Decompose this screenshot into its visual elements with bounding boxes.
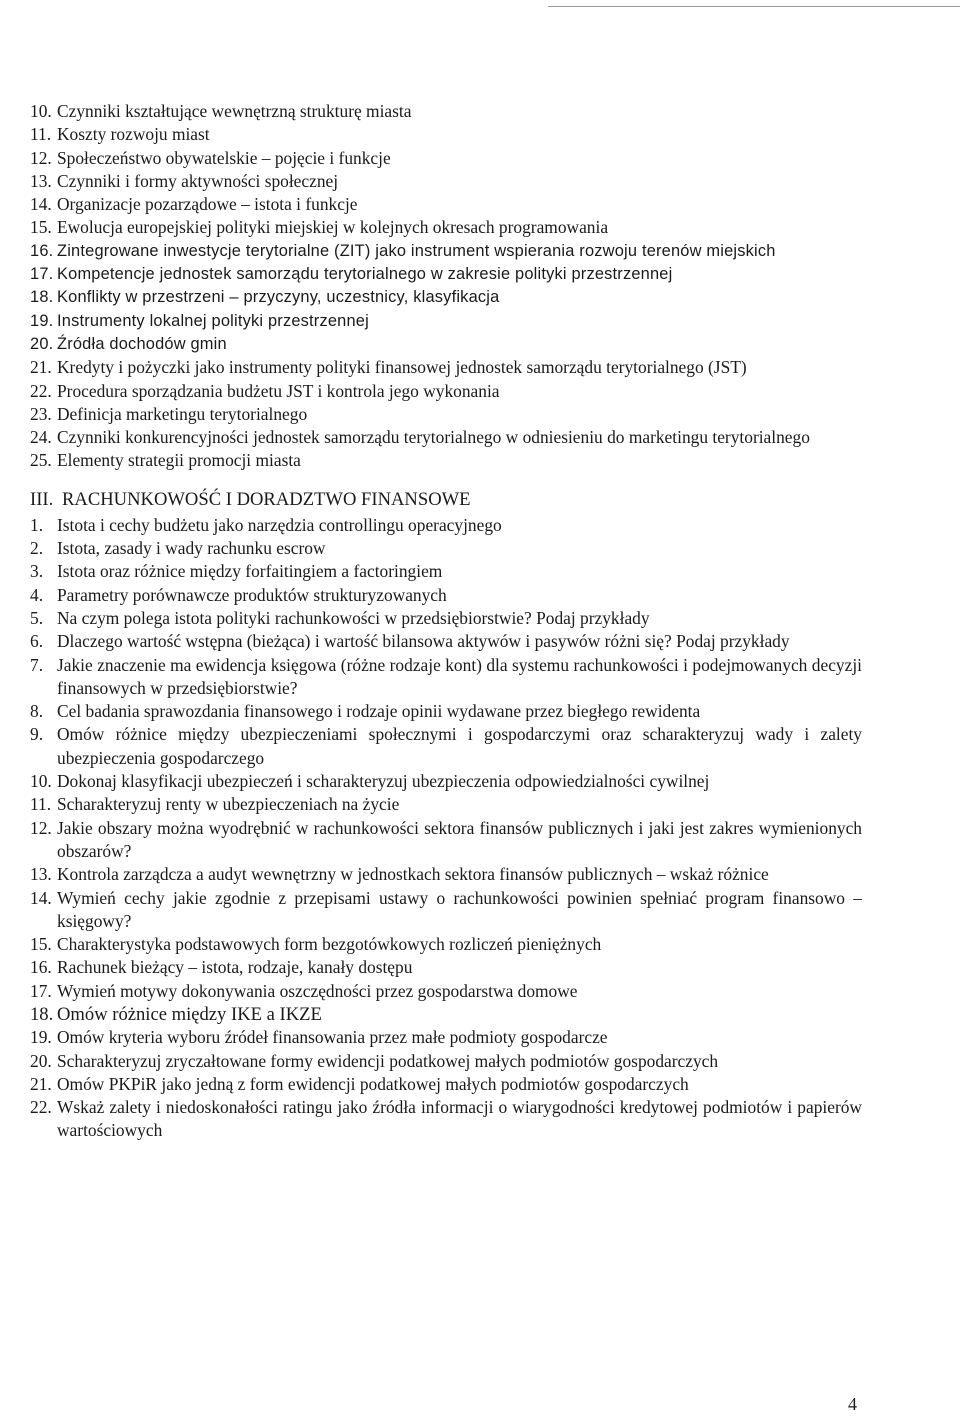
document-body [30, 100, 862, 1143]
page-number: 4 [848, 1394, 857, 1414]
item-text: Zintegrowane inwestycje terytorialne (ZIT) jako instrument wspierania rozwoju terenów miejskich [57, 241, 776, 260]
item-text: Dokonaj klasyfikacji ubezpieczeń i scharakteryzuj ubezpieczenia odpowiedzialności cywilnej [57, 771, 710, 792]
item-text: Procedura sporządzania budżetu JST i kontrola jego wykonania [57, 380, 500, 401]
list-item [30, 607, 862, 630]
list-item [30, 514, 862, 537]
item-number: 1. [30, 514, 44, 535]
item-number: 5. [30, 607, 44, 628]
item-number: 14. [30, 887, 52, 908]
item-number: 25. [30, 450, 52, 471]
item-text: Parametry porównawcze produktów strukturyzowanych [57, 584, 447, 605]
section-heading [30, 488, 862, 512]
list-item [30, 1026, 862, 1049]
item-number: 21. [30, 1073, 52, 1094]
item-text: Koszty rozwoju miast [57, 124, 210, 145]
item-text: Ewolucja europejskiej polityki miejskiej w kolejnych okresach programowania [57, 217, 609, 238]
item-number: 9. [30, 724, 44, 745]
item-number: 2. [30, 538, 44, 559]
item-number: 17. [30, 980, 52, 1001]
item-number: 21. [30, 357, 52, 378]
item-text: Wymień motywy dokonywania oszczędności przez gospodarstwa domowe [57, 980, 578, 1001]
item-text: Czynniki kształtujące wewnętrzną strukturę miasta [57, 101, 412, 121]
list-item [30, 933, 862, 956]
item-text: Wskaż zalety i niedoskonałości ratingu jako źródła informacji o wiarygodności kredytowej podmiotów i papierów wartościowych [57, 1097, 862, 1141]
item-number: 23. [30, 403, 52, 424]
item-text: Źródła dochodów gmin [57, 334, 227, 353]
list-item [30, 700, 862, 723]
item-text: Omów różnice między ubezpieczeniami społecznymi i gospodarczymi oraz scharakteryzuj wady i zalety ubezpieczenia gospodarczego [57, 724, 862, 768]
item-number: 22. [30, 1097, 52, 1118]
item-text: Instrumenty lokalnej polityki przestrzennej [57, 311, 369, 330]
item-number: 3. [30, 561, 44, 582]
item-number: 16. [30, 957, 52, 978]
list-item [30, 980, 862, 1003]
item-text: Jakie obszary można wyodrębnić w rachunkowości sektora finansów publicznych i jaki jest zakres wymienionych obszarów? [57, 817, 862, 861]
item-text: Elementy strategii promocji miasta [57, 450, 301, 471]
question-list-section-3 [30, 514, 862, 1143]
item-text: Istota, zasady i wady rachunku escrow [57, 538, 326, 559]
item-text: Czynniki konkurencyjności jednostek samorządu terytorialnego w odniesieniu do marketingu terytorialnego [57, 427, 810, 448]
item-text: Omów różnice między IKE a IKZE [57, 1003, 322, 1025]
item-text: Na czym polega istota polityki rachunkowości w przedsiębiorstwie? Podaj przykłady [57, 607, 650, 628]
item-text: Kontrola zarządcza a audyt wewnętrzny w jednostkach sektora finansów publicznych – wskaż różnice [57, 864, 769, 885]
top-rule [548, 6, 960, 7]
list-item [30, 333, 862, 356]
item-number: 12. [30, 817, 52, 838]
item-number: 19. [30, 311, 54, 330]
item-text: Omów PKPiR jako jedną z form ewidencji podatkowej małych podmiotów gospodarczych [57, 1073, 689, 1094]
item-text: Scharakteryzuj renty w ubezpieczeniach na życie [57, 794, 400, 815]
list-item [30, 100, 862, 123]
item-text: Jakie znaczenie ma ewidencja księgowa (różne rodzaje kont) dla systemu rachunkowości i podejmowanych decyzji finansowych w przedsiębiorstwie? [57, 654, 862, 698]
list-item [30, 537, 862, 560]
section-number: III. [30, 488, 54, 510]
item-text: Kompetencje jednostek samorządu terytorialnego w zakresie polityki przestrzennej [57, 265, 673, 284]
list-item [30, 380, 862, 403]
item-number: 13. [30, 864, 52, 885]
list-item [30, 1073, 862, 1096]
list-item [30, 723, 862, 770]
list-item [30, 863, 862, 886]
item-number: 18. [30, 1003, 54, 1025]
list-item [30, 560, 862, 583]
item-number: 8. [30, 701, 44, 722]
item-text: Czynniki i formy aktywności społecznej [57, 170, 339, 191]
list-item [30, 956, 862, 979]
list-item [30, 193, 862, 216]
item-text: Istota oraz różnice między forfaitingiem a factoringiem [57, 561, 443, 582]
item-number: 11. [30, 794, 52, 815]
list-item [30, 1003, 862, 1026]
item-number: 10. [30, 771, 52, 792]
item-text: Istota i cechy budżetu jako narzędzia controllingu operacyjnego [57, 514, 502, 535]
item-number: 15. [30, 217, 52, 238]
list-item [30, 1050, 862, 1073]
item-number: 4. [30, 584, 44, 605]
list-item [30, 1096, 862, 1143]
item-number: 10. [30, 101, 52, 121]
item-text: Scharakteryzuj zryczałtowane formy ewidencji podatkowej małych podmiotów gospodarczych [57, 1050, 719, 1071]
item-number: 22. [30, 380, 52, 401]
list-item [30, 216, 862, 239]
item-text: Definicja marketingu terytorialnego [57, 403, 308, 424]
item-number: 17. [30, 265, 54, 284]
item-number: 20. [30, 334, 54, 353]
list-item [30, 310, 862, 333]
item-number: 16. [30, 241, 54, 260]
item-number: 24. [30, 427, 52, 448]
item-text: Rachunek bieżący – istota, rodzaje, kanały dostępu [57, 957, 413, 978]
list-item [30, 147, 862, 170]
item-number: 18. [30, 288, 54, 307]
item-number: 19. [30, 1027, 52, 1048]
list-item [30, 263, 862, 286]
list-item [30, 426, 862, 449]
list-item [30, 584, 862, 607]
list-item [30, 449, 862, 472]
list-item [30, 793, 862, 816]
item-number: 14. [30, 194, 52, 215]
item-number: 12. [30, 147, 52, 168]
item-text: Cel badania sprawozdania finansowego i rodzaje opinii wydawane przez biegłego rewidenta [57, 701, 701, 722]
list-item [30, 403, 862, 426]
item-text: Społeczeństwo obywatelskie – pojęcie i funkcje [57, 147, 391, 168]
item-text: Omów kryteria wyboru źródeł finansowania przez małe podmioty gospodarcze [57, 1027, 608, 1048]
item-number: 20. [30, 1050, 52, 1071]
item-text: Dlaczego wartość wstępna (bieżąca) i wartość bilansowa aktywów i pasywów różni się? Podaj przykłady [57, 631, 790, 652]
list-item [30, 770, 862, 793]
item-text: Kredyty i pożyczki jako instrumenty polityki finansowej jednostek samorządu terytorialnego (JST) [57, 357, 747, 378]
list-item [30, 123, 862, 146]
list-item [30, 654, 862, 701]
list-item [30, 240, 862, 263]
item-text: Konflikty w przestrzeni – przyczyny, uczestnicy, klasyfikacja [57, 288, 500, 307]
list-item [30, 170, 862, 193]
item-number: 11. [30, 124, 52, 145]
list-item [30, 286, 862, 309]
question-list-continued [30, 100, 862, 473]
item-number: 7. [30, 654, 44, 675]
item-number: 15. [30, 934, 52, 955]
item-text: Wymień cechy jakie zgodnie z przepisami ustawy o rachunkowości powinien spełniać program finansowo – księgowy? [57, 887, 862, 931]
item-number: 13. [30, 170, 52, 191]
list-item [30, 630, 862, 653]
item-number: 6. [30, 631, 44, 652]
item-text: Organizacje pozarządowe – istota i funkcje [57, 194, 358, 215]
item-text: Charakterystyka podstawowych form bezgotówkowych rozliczeń pieniężnych [57, 934, 602, 955]
list-item [30, 887, 862, 934]
list-item [30, 817, 862, 864]
section-title: RACHUNKOWOŚĆ I DORADZTWO FINANSOWE [62, 488, 471, 510]
list-item [30, 356, 862, 379]
